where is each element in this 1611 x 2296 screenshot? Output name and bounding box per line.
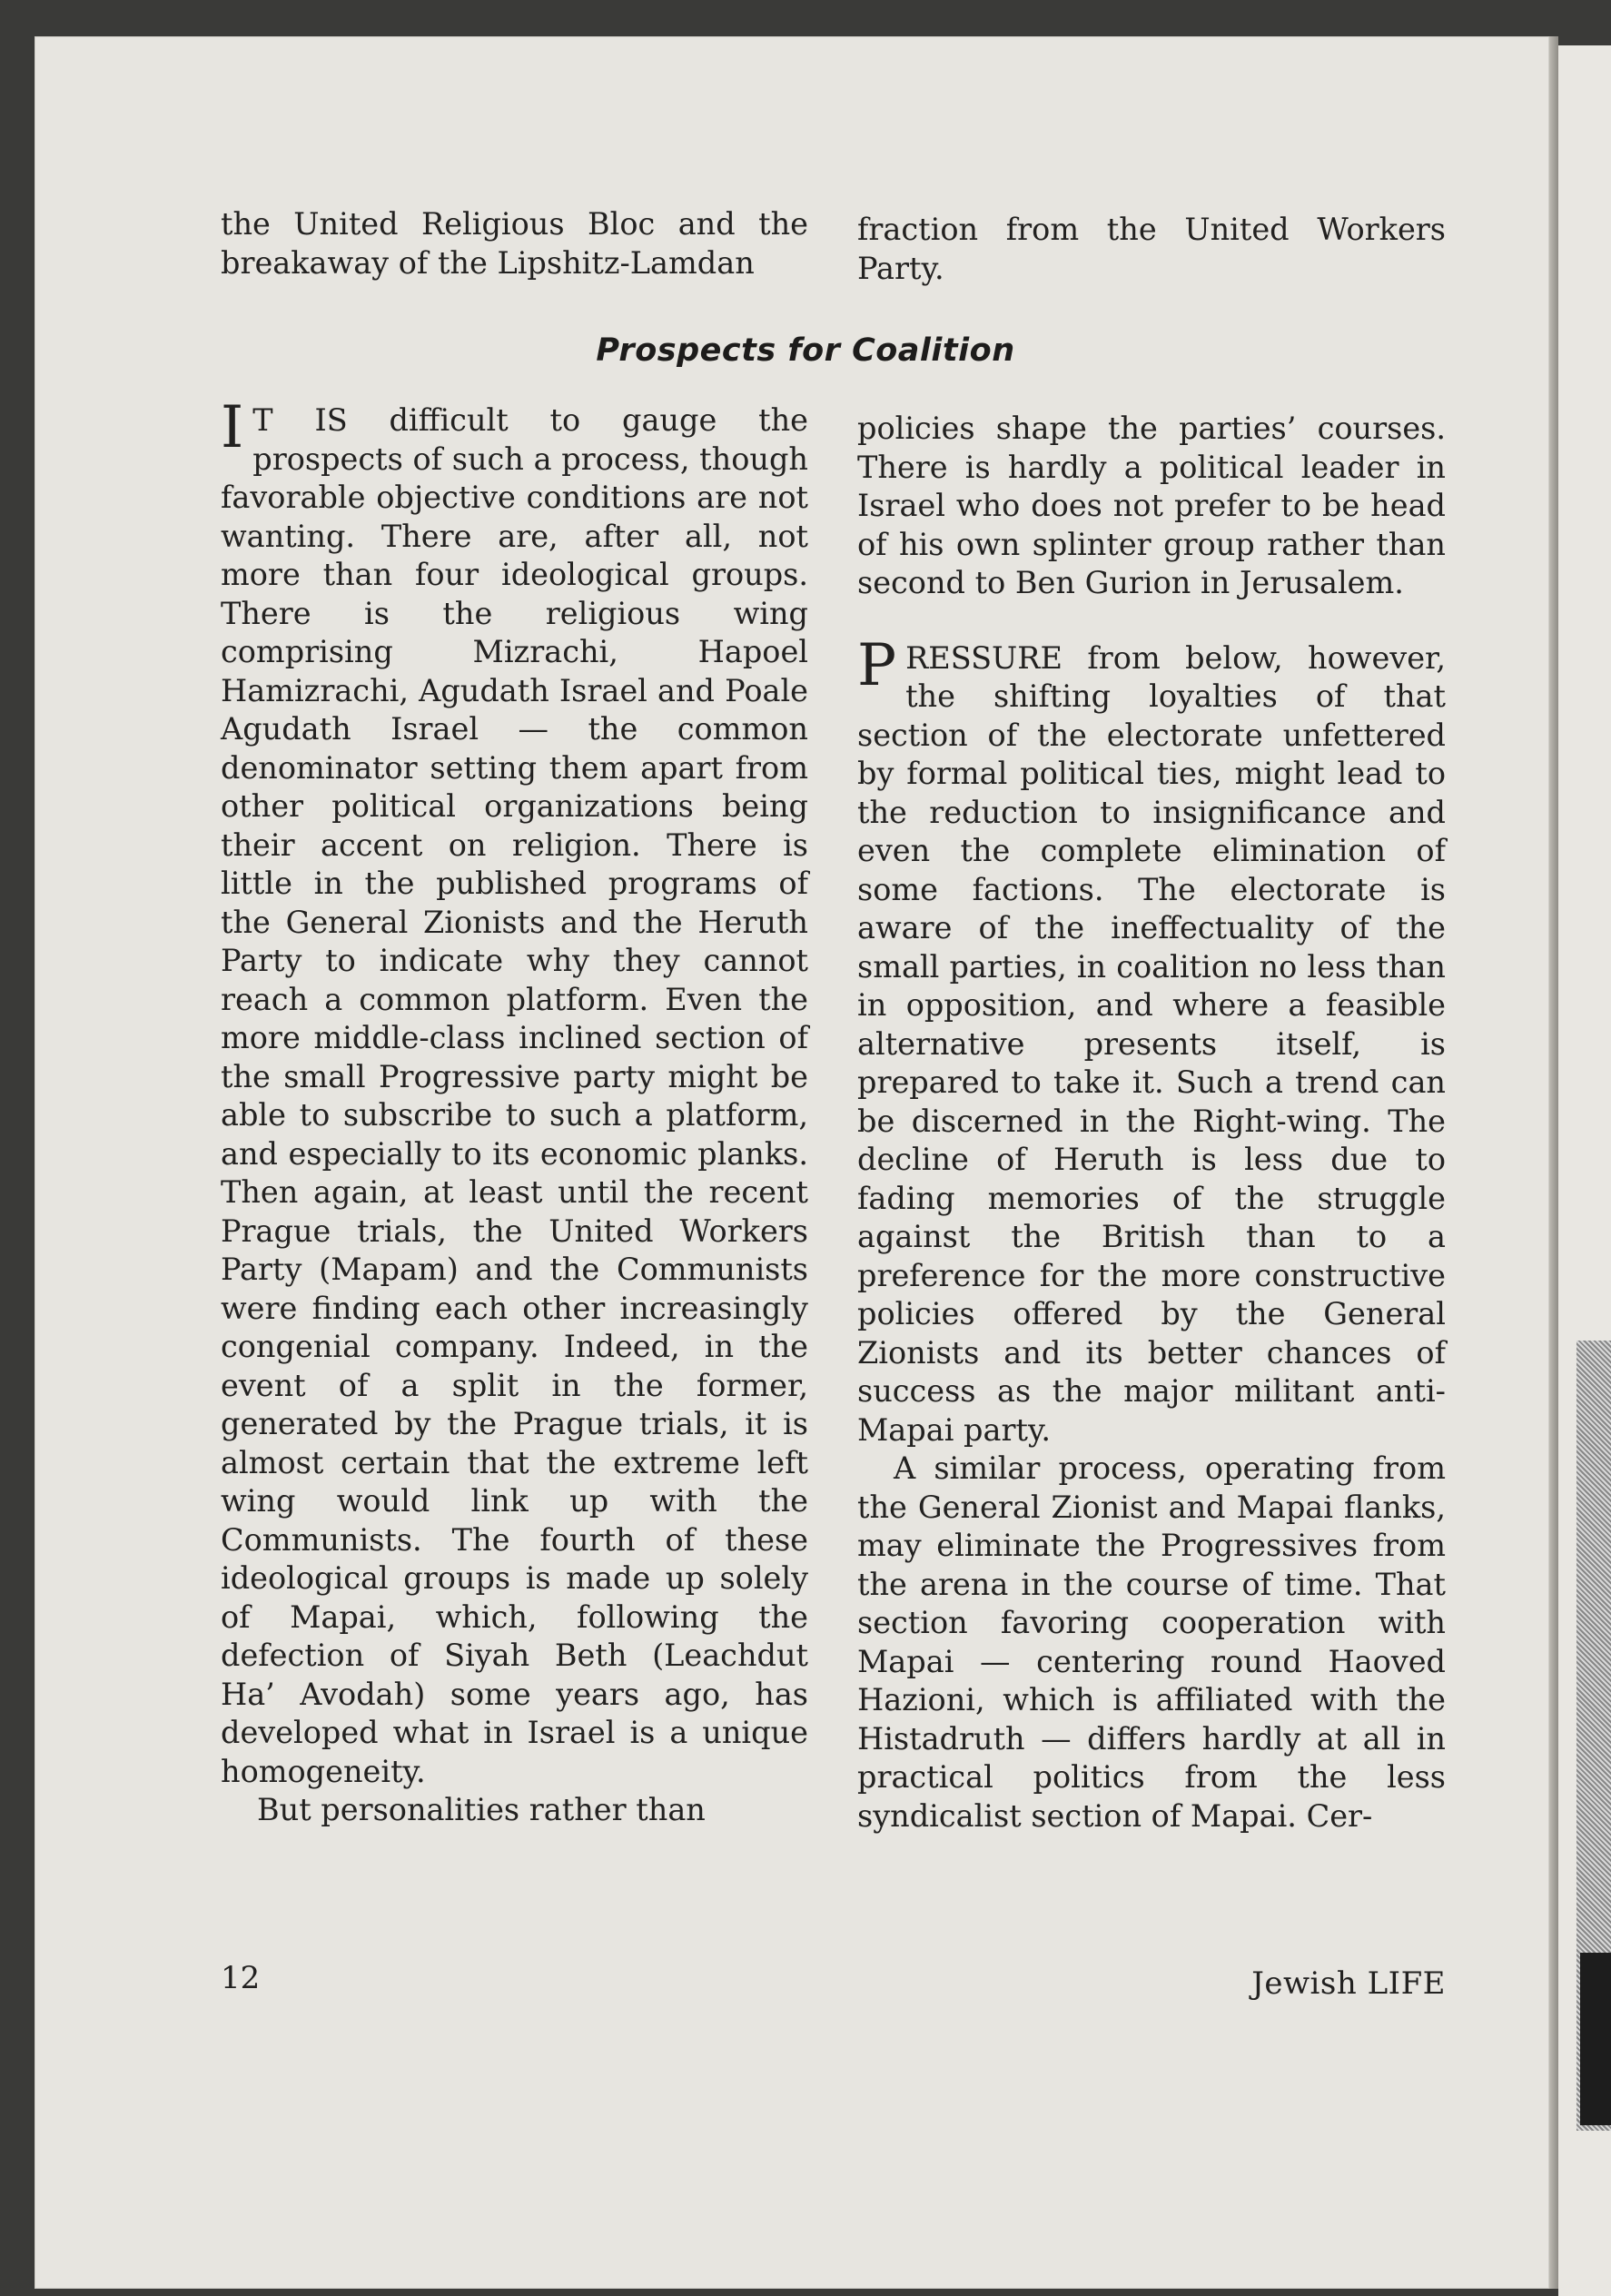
right-paragraph-2-text: RESSURE from below, however, the shifting loyalties of that section of the electorate unfettered by formal political ties, might lead to the reduction to insignificance and even the complete elimination of some factions. The electorate is aware of the ineffectuality of the small parties, in coalition no less than in opposition, and where a feasible alternative presents itself, is prepared to take it. Such a trend can be discerned in the Right-wing. The decline of Heruth is less due to fading memories of the struggle against the British than to a preference for the more constructive policies offered by the General Zionists and its better chances of success as the major militant anti-Mapai party.: [857, 639, 1446, 1448]
left-paragraph-1-text: T IS difficult to gauge the prospects of such a process, though favorable objective conditions are not wanting. There are, after all, not more than four ideological groups. There is the religious wing comprising Mizrachi, Hapoel Hamizrachi, Agudath Israel and Poale Agudath Israel — the common denominator setting them apart from other political organizations being their accent on religion. There is little in the published programs of the General Zionists and the Heruth Party to indicate why they cannot reach a common platform. Even the more middle-class inclined section of the small Progressive party might be able to subscribe to such a platform, and especially to its economic planks. Then again, at least until the recent Prague trials, the United Workers Party (Mapam) and the Communists were finding each other increasingly congenial company. Indeed, in the event of a split in the former, generated by the Prague trials, it is almost certain that the extreme left wing would link up with the Communists. The fourth of these ideological groups is made up solely of Mapai, which, following the defection of Siyah Beth (Leachdut Ha’ Avodah) some years ago, has developed what in Israel is a unique homogeneity.: [221, 402, 808, 1789]
binding-gutter: [1549, 36, 1558, 2289]
top-left-text: [221, 205, 808, 282]
top-left-paragraph: the United Religious Bloc and the breakaway of the Lipshitz-Lamdan: [221, 206, 808, 281]
top-right-paragraph: fraction from the United Workers Party.: [857, 212, 1446, 286]
facing-page-photo-shadow: [1580, 1953, 1611, 2125]
section-heading: Prospects for Coalition: [596, 332, 1015, 369]
left-column: [221, 394, 808, 1830]
right-paragraph-3: A similar process, operating from the General Zionist and Mapai flanks, may eliminate the Progressives from the arena in the course of time. That section favoring cooperation with Mapai — centering round Haoved Hazioni, which is affiliated with the Histadruth — differs hardly at all in practical politics from the less syndicalist section of Mapai. Cer-: [857, 1450, 1446, 1834]
dropcap-p: P: [857, 631, 897, 699]
left-paragraph-1: [221, 394, 808, 1791]
page-number: 12: [221, 1960, 261, 1996]
right-paragraph-1: policies shape the parties’ courses. There is hardly a political leader in Israel who does not prefer to be head of his own splinter group rather than second to Ben Gurion in Jerusalem.: [857, 411, 1446, 600]
left-paragraph-2: But personalities rather than: [257, 1792, 706, 1827]
top-right-text: [857, 211, 1446, 288]
dropcap-i: I: [221, 394, 244, 461]
right-column: [857, 410, 1446, 1836]
right-paragraph-2: [857, 631, 1446, 1450]
magazine-title: Jewish LIFE: [1251, 1965, 1446, 2002]
